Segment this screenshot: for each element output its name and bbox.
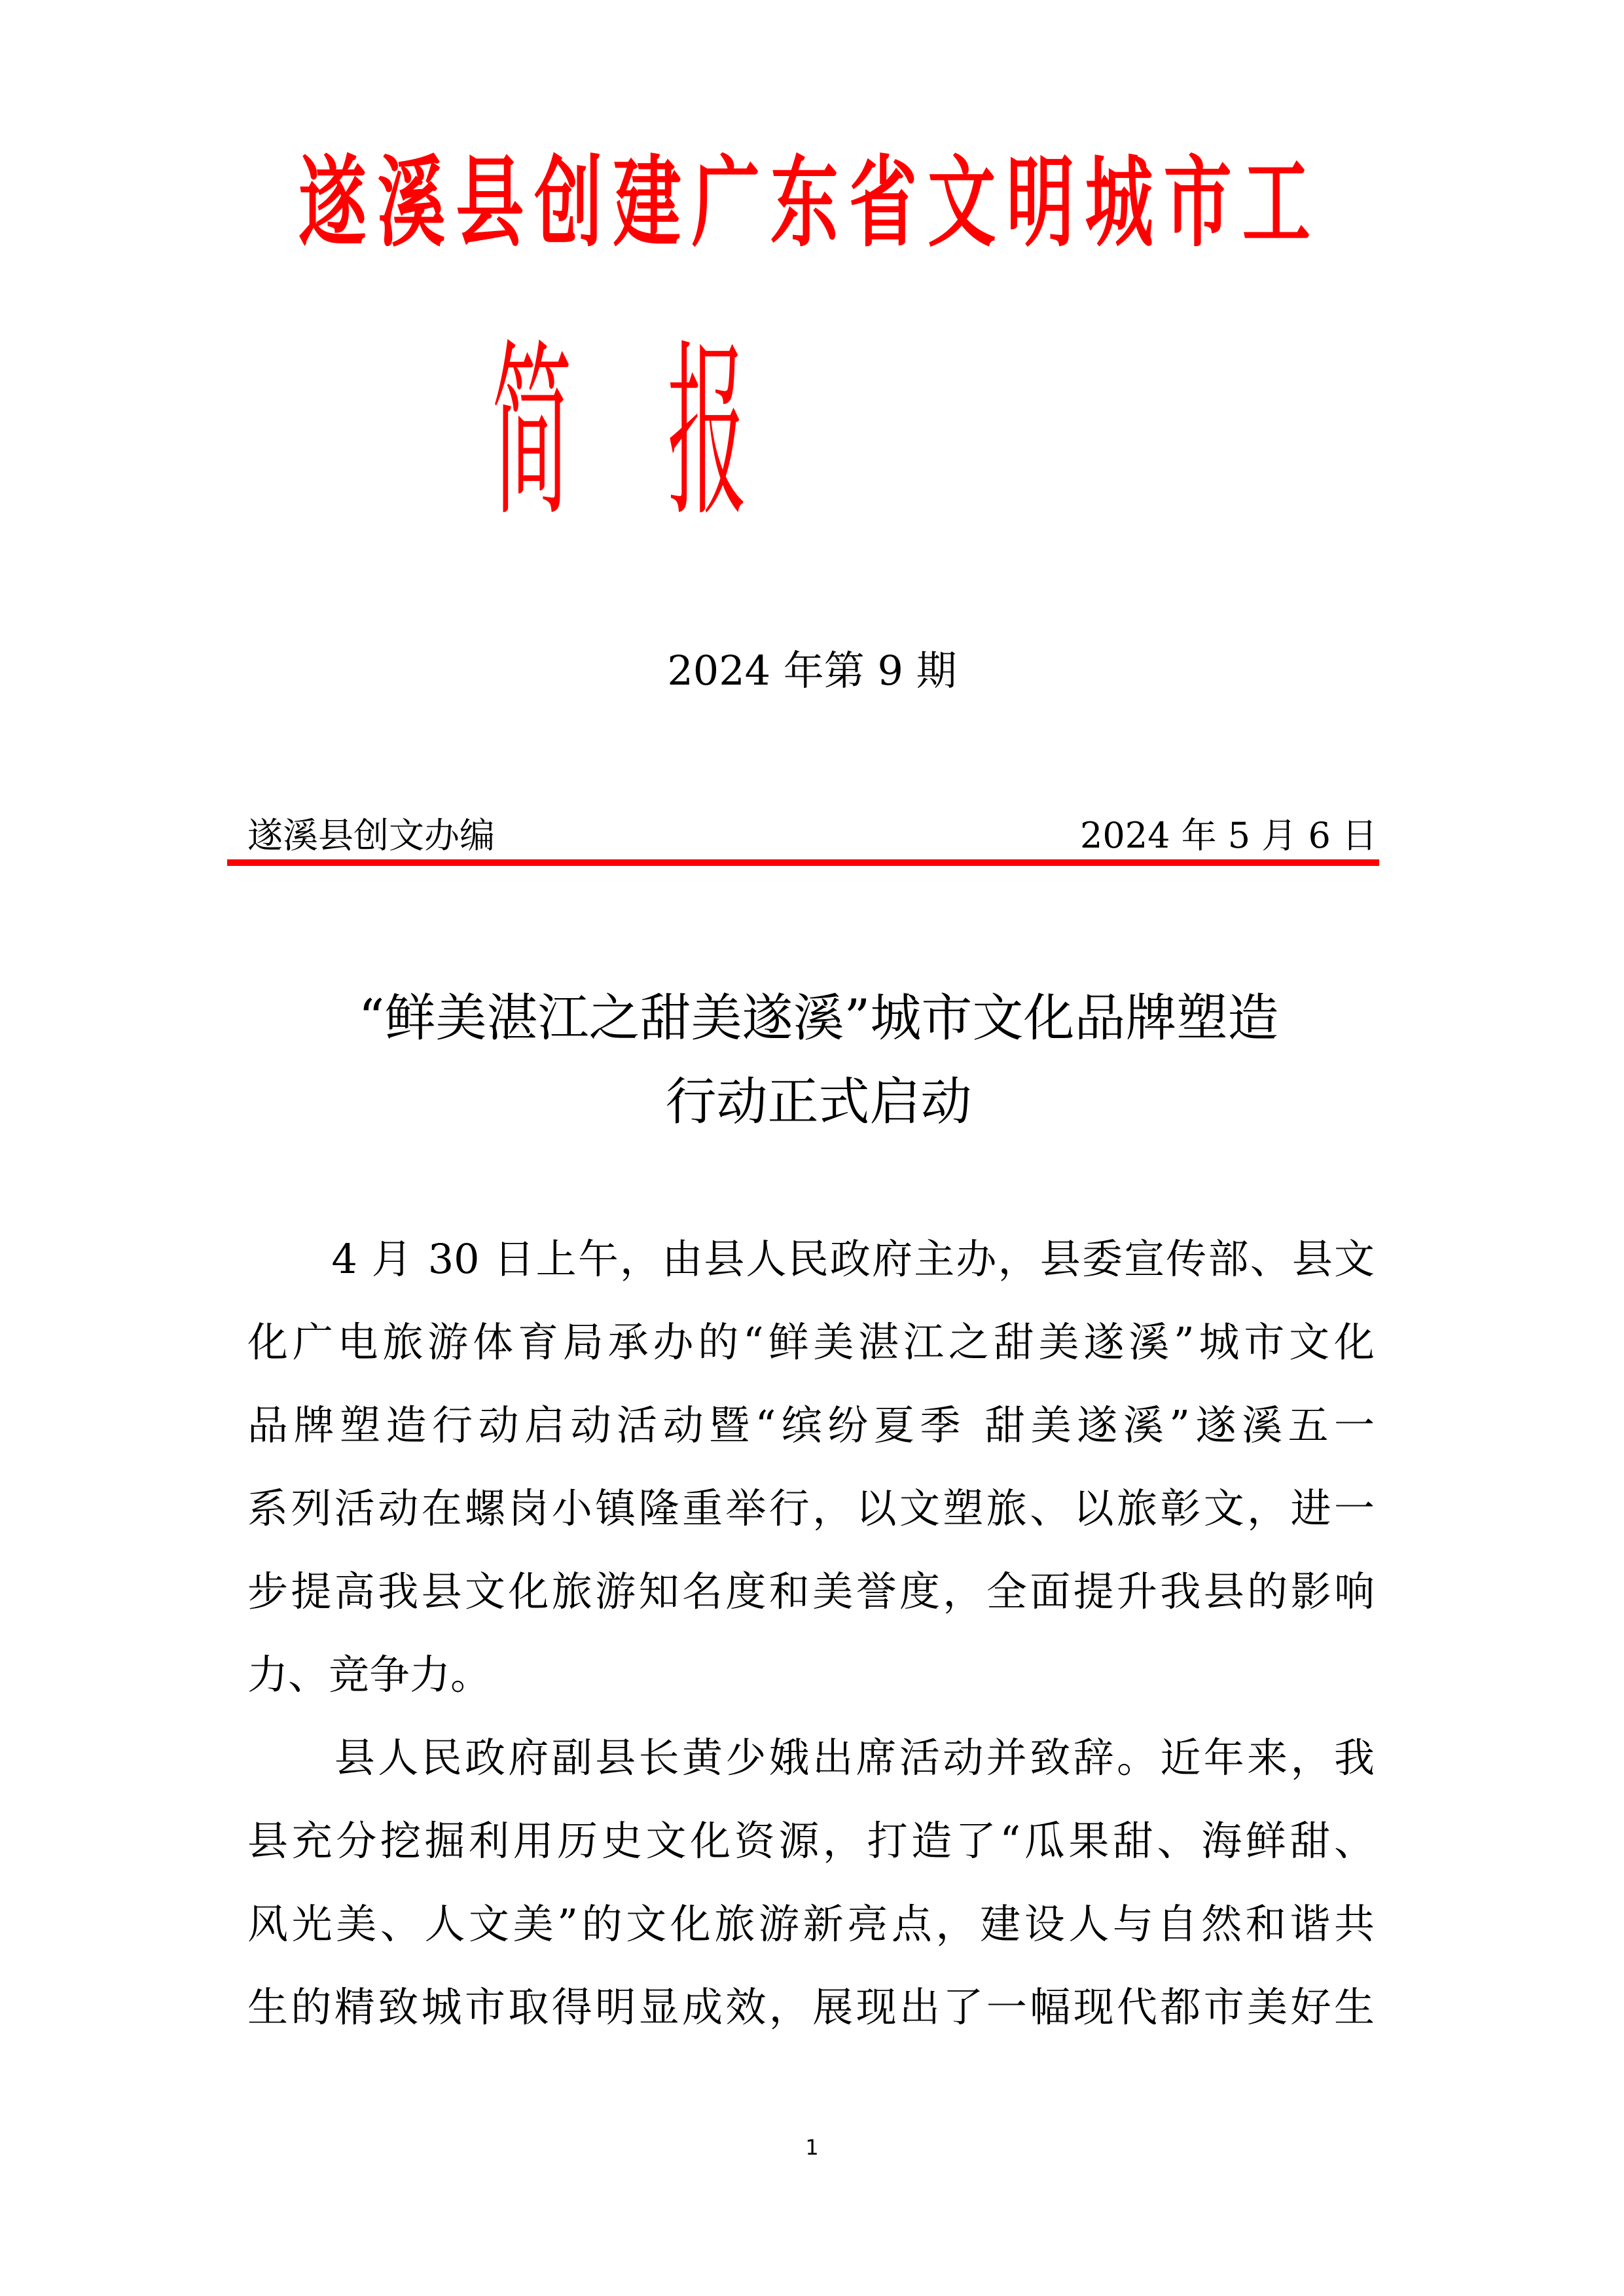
masthead-char: 广 <box>691 145 760 261</box>
masthead-char: 城 <box>1085 145 1153 261</box>
article-headline-line-1: “鲜美湛江之甜美遂溪”城市文化品牌塑造 <box>358 989 1279 1048</box>
masthead-char: 省 <box>849 145 918 261</box>
body-line: 县人民政府副县长黄少娥出席活动并致辞。近年来，我 <box>247 1734 1375 1782</box>
masthead-char: 工 <box>1242 145 1310 261</box>
body-line: 4 月 30 日上午，由县人民政府主办，县委宣传部、县文 <box>247 1235 1375 1283</box>
editor-label: 遂溪县创文办编 <box>247 815 495 856</box>
bulletin-char-bao: 报 <box>667 323 748 543</box>
body-line: 风光美、人文美”的文化旅游新亮点，建设人与自然和谐共 <box>247 1900 1375 1948</box>
body-line: 步提高我县文化旅游知名度和美誉度，全面提升我县的影响 <box>247 1568 1375 1615</box>
masthead-char: 遂 <box>298 145 367 261</box>
masthead-char: 建 <box>613 145 681 261</box>
bulletin-label <box>491 323 753 543</box>
masthead-char: 市 <box>1163 145 1232 261</box>
masthead-char: 明 <box>1006 145 1075 261</box>
masthead-char: 溪 <box>377 145 446 261</box>
publish-date: 2024 年 5 月 6 日 <box>1080 815 1377 856</box>
body-line: 县充分挖掘利用历史文化资源，打造了“瓜果甜、海鲜甜、 <box>247 1817 1375 1865</box>
body-line: 力、竞争力。 <box>247 1651 492 1698</box>
masthead-char: 创 <box>534 145 603 261</box>
page-number: 1 <box>805 2135 819 2160</box>
masthead-char: 东 <box>770 145 839 261</box>
body-line: 生的精致城市取得明显成效，展现出了一幅现代都市美好生 <box>247 1983 1375 2031</box>
masthead-char: 文 <box>928 145 996 261</box>
bulletin-char-jian: 简 <box>492 323 572 543</box>
masthead-title <box>293 145 1316 261</box>
issue-number: 2024 年第 9 期 <box>667 647 957 694</box>
article-headline-line-2: 行动正式启动 <box>665 1073 972 1132</box>
body-line: 系列活动在螺岗小镇隆重举行，以文塑旅、以旅彰文，进一 <box>247 1484 1375 1532</box>
body-line: 化广电旅游体育局承办的“鲜美湛江之甜美遂溪”城市文化 <box>247 1318 1375 1366</box>
red-divider <box>227 859 1379 866</box>
body-line: 品牌塑造行动启动活动暨“缤纷夏季 甜美遂溪”遂溪五一 <box>247 1401 1375 1449</box>
masthead-char: 县 <box>456 145 524 261</box>
